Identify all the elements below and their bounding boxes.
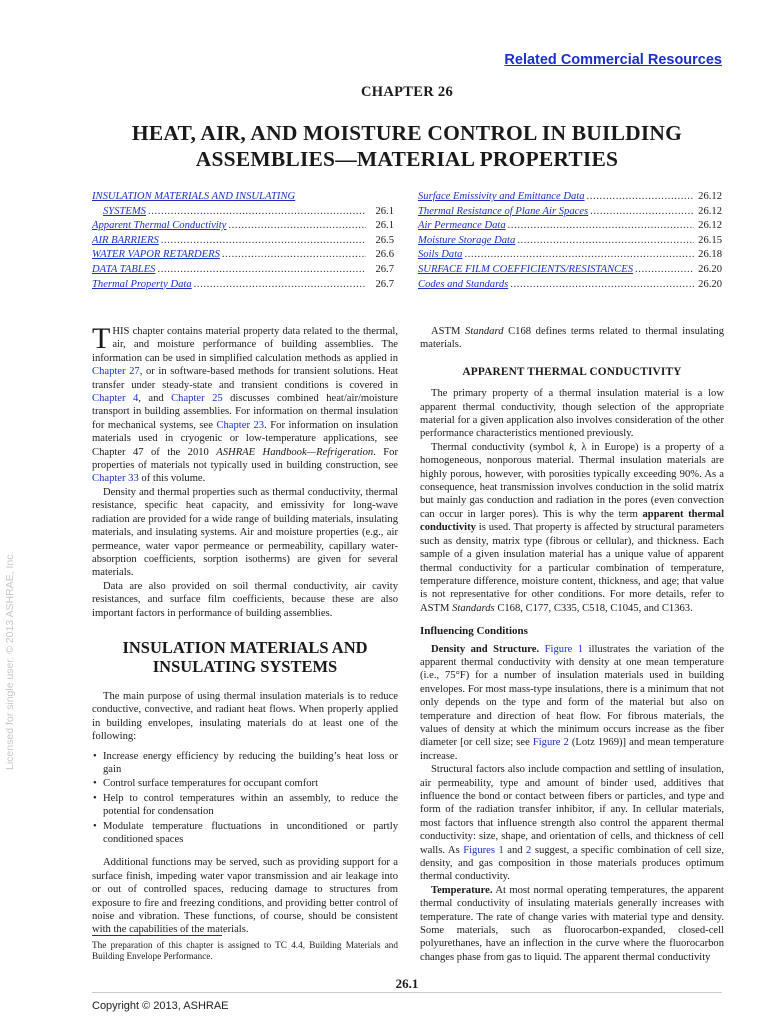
toc-entry-page: 26.1 [375,220,394,232]
handbook-title: ASHRAE Handbook—Refrigeration [216,446,374,458]
body-paragraph: The primary property of a thermal insulation material is a low apparent thermal conductivity, though selection of the appropriate material for a given application also involves consideration of the other performance characteristics mentioned previously. [420,388,724,440]
footnote: The preparation of this chapter is assigned to TC 4.4, Building Materials and Building Envelope Performance. [92,940,398,962]
toc-leader [464,248,694,263]
toc-leader [635,263,694,278]
toc-leader [157,263,366,278]
bullet-list [92,750,398,847]
watermark-text: Licensed for single user. © 2013 ASHRAE, Inc. [4,551,16,770]
toc-entry[interactable] [92,219,394,234]
toc-entry[interactable] [92,190,394,205]
list-item: • Control surface temperatures for occupant comfort [92,777,398,790]
intro-paragraph [92,322,398,486]
section-heading [92,638,398,676]
body-text: C168 defines terms related to thermal insulating materials. [420,326,724,351]
toc-entry-page: 26.6 [375,249,394,261]
toc-entry[interactable] [92,205,394,220]
toc-leader [510,278,694,293]
license-watermark [4,470,20,770]
footnote-divider [92,935,222,936]
term-bold: apparent thermal conductivity [420,508,725,534]
body-paragraph [420,441,724,615]
toc-entry[interactable] [92,248,394,263]
figure-2-link[interactable]: Figure 2 [532,737,569,749]
toc-entry-label[interactable]: Codes and Standards [418,278,509,290]
toc-leader [517,234,694,249]
toc-entry-page: 26.12 [698,220,722,232]
run-in-heading: Density and Structure. [431,643,540,655]
body-paragraph: Density and thermal properties such as thermal conductivity, thermal resistance, specific heat capacity, and emissivity for long-wave radiation are provided for a wide range of building materials, insulating materials, and insulating systems. Air and moisture properties (e.g., air permeance, water vapor permeance or permeability, capillary water-absorption coefficients, sorption isotherms) are given for several materials. [92,486,398,579]
toc-entry-label[interactable]: SURFACE FILM COEFFICIENTS/RESISTANCES [418,263,634,275]
figure-2-link[interactable]: 2 [526,844,532,856]
toc-entry[interactable] [92,234,394,249]
toc-entry-page: 26.12 [698,205,722,217]
intro-text: of this volume. [138,473,206,485]
toc-leader [590,205,694,220]
toc-entry[interactable] [418,219,722,234]
toc-leader [508,219,694,234]
toc-entry[interactable] [418,278,722,293]
list-item: • Help to control temperatures within an assembly, to reduce the potential for condensation [92,792,398,819]
chapter-title [40,120,768,172]
toc-entry[interactable] [418,263,722,278]
body-text: Thermal conductivity (symbol [431,441,570,453]
toc-entry-page: 26.20 [698,263,722,275]
toc-entry-label[interactable]: INSULATION MATERIALS AND INSULATING [92,191,296,202]
body-text-italic: Standards [452,602,495,614]
chapter-4-link[interactable]: Chapter 4 [92,393,139,405]
toc-entry-label[interactable]: Soils Data [418,249,463,261]
list-item: • Modulate temperature fluctuations in unconditioned or partly conditioned spaces [92,820,398,847]
toc-entry[interactable] [92,263,394,278]
run-in-heading: Temperature. [431,884,493,896]
toc-entry[interactable] [418,205,722,220]
chapter-25-link[interactable]: Chapter 25 [171,393,223,405]
section-heading-line: INSULATION MATERIALS AND [122,637,368,657]
body-paragraph [420,884,724,964]
right-text-column [420,325,724,964]
intro-text: . For properties of materials not typically used in building construction, see [92,446,398,472]
toc-entry-label[interactable]: Air Permeance Data [418,220,506,232]
subsection-heading: Influencing Conditions [420,625,528,638]
body-text-italic: Standard [465,326,504,337]
toc-leader [194,278,366,293]
body-text: is used. That property is affected by structural parameters such as density, matrix type (fibrous or cellular), and thickness. Each sample of a given insulation material has a unique value of apparent thermal conductivity for a particular combination of temperature, temperature difference, moisture content, thickness, and age; that value is not representative for other conditions. For more details, refer to ASTM [420,522,724,614]
toc-entry[interactable] [418,190,722,205]
figure-1-link[interactable]: Figure 1 [544,643,584,655]
list-item: • Increase energy efficiency by reducing the building’s heat loss or gain [92,750,398,777]
section-heading: APPARENT THERMAL CONDUCTIVITY [462,365,682,378]
toc-leader [222,248,366,263]
toc-entry[interactable] [418,248,722,263]
toc-leader [148,205,366,220]
toc-entry-label[interactable]: Moisture Storage Data [418,234,516,246]
body-paragraph: Data are also provided on soil thermal conductivity, air cavity resistances, and surface film coefficients, because these are also important factors in performance of building assemblies. [92,580,398,619]
toc-entry-label[interactable]: Thermal Property Data [92,278,192,290]
toc-entry-label[interactable]: Surface Emissivity and Emittance Data [418,191,585,202]
symbol-k: k [569,441,574,453]
toc-entry-label[interactable]: SYSTEMS [103,205,146,217]
intro-text: , or in software-based methods for transient solutions. Heat transfer under steady-state and transient conditions is covered in [92,366,398,391]
intro-text: , and [138,393,172,405]
toc-entry-page: 26.1 [375,205,394,217]
body-text: suggest, a specific combination of cell size, density, and gas composition in those materials produces optimum thermal conductivity. [420,844,725,883]
toc-entry-page: 26.5 [375,234,394,246]
chapter-33-link[interactable]: Chapter 33 [92,473,139,485]
toc-entry-page: 26.18 [698,249,722,261]
body-text: , λ in Europe) is a property of a homogeneous, nonporous material. Thermal insulation materials are highly porous, however, with porosities typically exceeding 90%. As a consequence, heat transmission involves conduction in the solid matrix but mainly gas conduction and radiation in the pores (even convection can occur in larger pores). This is why the term [420,441,725,520]
chapter-number: CHAPTER 26 [360,84,454,100]
body-paragraph [420,643,724,764]
body-paragraph: Additional functions may be served, such as providing support for a surface finish, impeding water vapor transmission and air leakage into or out of controlled spaces, reducing damage to structures from exposure to fire and freezing conditions, and providing better control of noise and vibration. These functions, of course, should be consistent with the capabilities of the materials. [92,857,398,936]
toc-entry-page: 26.12 [698,191,722,202]
toc-leader [228,219,366,234]
body-text: C168, C177, C335, C518, C1045, and C1363. [494,602,693,614]
chapter-23-link[interactable]: Chapter 23 [216,419,265,431]
toc-leader [161,234,366,249]
intro-text: . For information on insulation materials used in cryogenic or low-temperature applications, see Chapter 47 of the 2010 [92,419,398,458]
copyright-notice: Copyright © 2013, ASHRAE [92,1000,229,1012]
intro-text: HIS chapter contains material property data related to the thermal, air, and moisture performance of building assemblies. The information can be used in simplified calculation methods as applied in [92,326,398,364]
body-text: illustrates the variation of the apparent thermal conductivity with density at one mean temperature (i.e., 75°F) for a number of insulation materials used in building envelopes. For most mass-type insulations, there is a minimum that not only depends on the type and form of the material but also on temperature and direction of heat flow. For fibrous materials, the values of density at which the minimum occurs increase as the fiber diameter [or cell size; see [420,643,725,749]
toc-leader [587,190,694,205]
intro-text: discusses combined heat/air/moisture transport in building assemblies. For information on thermal insulation for mechanical systems, see [92,393,398,431]
toc-entry-label[interactable]: WATER VAPOR RETARDERS [92,249,220,261]
toc-entry-page: 26.20 [698,278,722,290]
table-of-contents-left [92,190,394,292]
body-paragraph [420,325,724,352]
toc-entry-label[interactable]: AIR BARRIERS [92,234,159,246]
body-text: (Lotz 1969)] and mean temperature increase. [420,737,725,762]
body-paragraph [420,763,724,884]
toc-entry-label[interactable]: Apparent Thermal Conductivity [92,220,227,232]
table-of-contents-right [418,190,722,292]
drop-cap: T [92,322,111,355]
body-text: At most normal operating temperatures, the apparent thermal conductivity of insulating materials generally increases with temperature. The rate of change varies with material type and density. Some materials, such as fluorocarbon-expanded, closed-cell polyurethanes, have an inflection in the curve where the fluorocarbon changes phase from gas to liquid. The apparent thermal conductivity [420,884,724,963]
section-heading-line: INSULATING SYSTEMS [152,656,338,676]
body-paragraph: The main purpose of using thermal insulation materials is to reduce conductive, convective, and radiant heat flows. When properly applied in building envelopes, insulating materials do at least one of the following: [92,690,398,743]
toc-entry[interactable] [92,278,394,293]
left-text-column [92,322,398,937]
body-text: Structural factors also include compaction and settling of insulation, air permeability, type and amount of binder used, additives that influence the bond or contact between fibers or particles, and type and form of the radiation transfer inhibitor, if any. In cellular materials, most factors that influence strength also control the apparent thermal conductivity: size, shape, and orientation of cells, and thickness of cell walls. As [420,764,724,856]
body-text: ASTM [431,326,466,337]
figures-1-link[interactable]: Figures 1 [463,844,504,856]
toc-entry-page: 26.7 [375,278,394,290]
toc-entry-page: 26.7 [375,263,394,275]
body-text: and [503,844,527,856]
title-line-1: HEAT, AIR, AND MOISTURE CONTROL IN BUILDING [131,121,683,145]
toc-entry-label[interactable]: DATA TABLES [92,263,156,275]
toc-entry-page: 26.15 [698,234,722,246]
title-line-2: ASSEMBLIES—MATERIAL PROPERTIES [195,147,619,171]
toc-entry[interactable] [418,234,722,249]
chapter-27-link[interactable]: Chapter 27 [92,366,140,378]
page-number: 26.1 [395,976,419,991]
toc-entry-label[interactable]: Thermal Resistance of Plane Air Spaces [418,205,589,217]
footer-divider [92,992,722,993]
related-resources-link[interactable]: Related Commercial Resources [504,52,722,68]
